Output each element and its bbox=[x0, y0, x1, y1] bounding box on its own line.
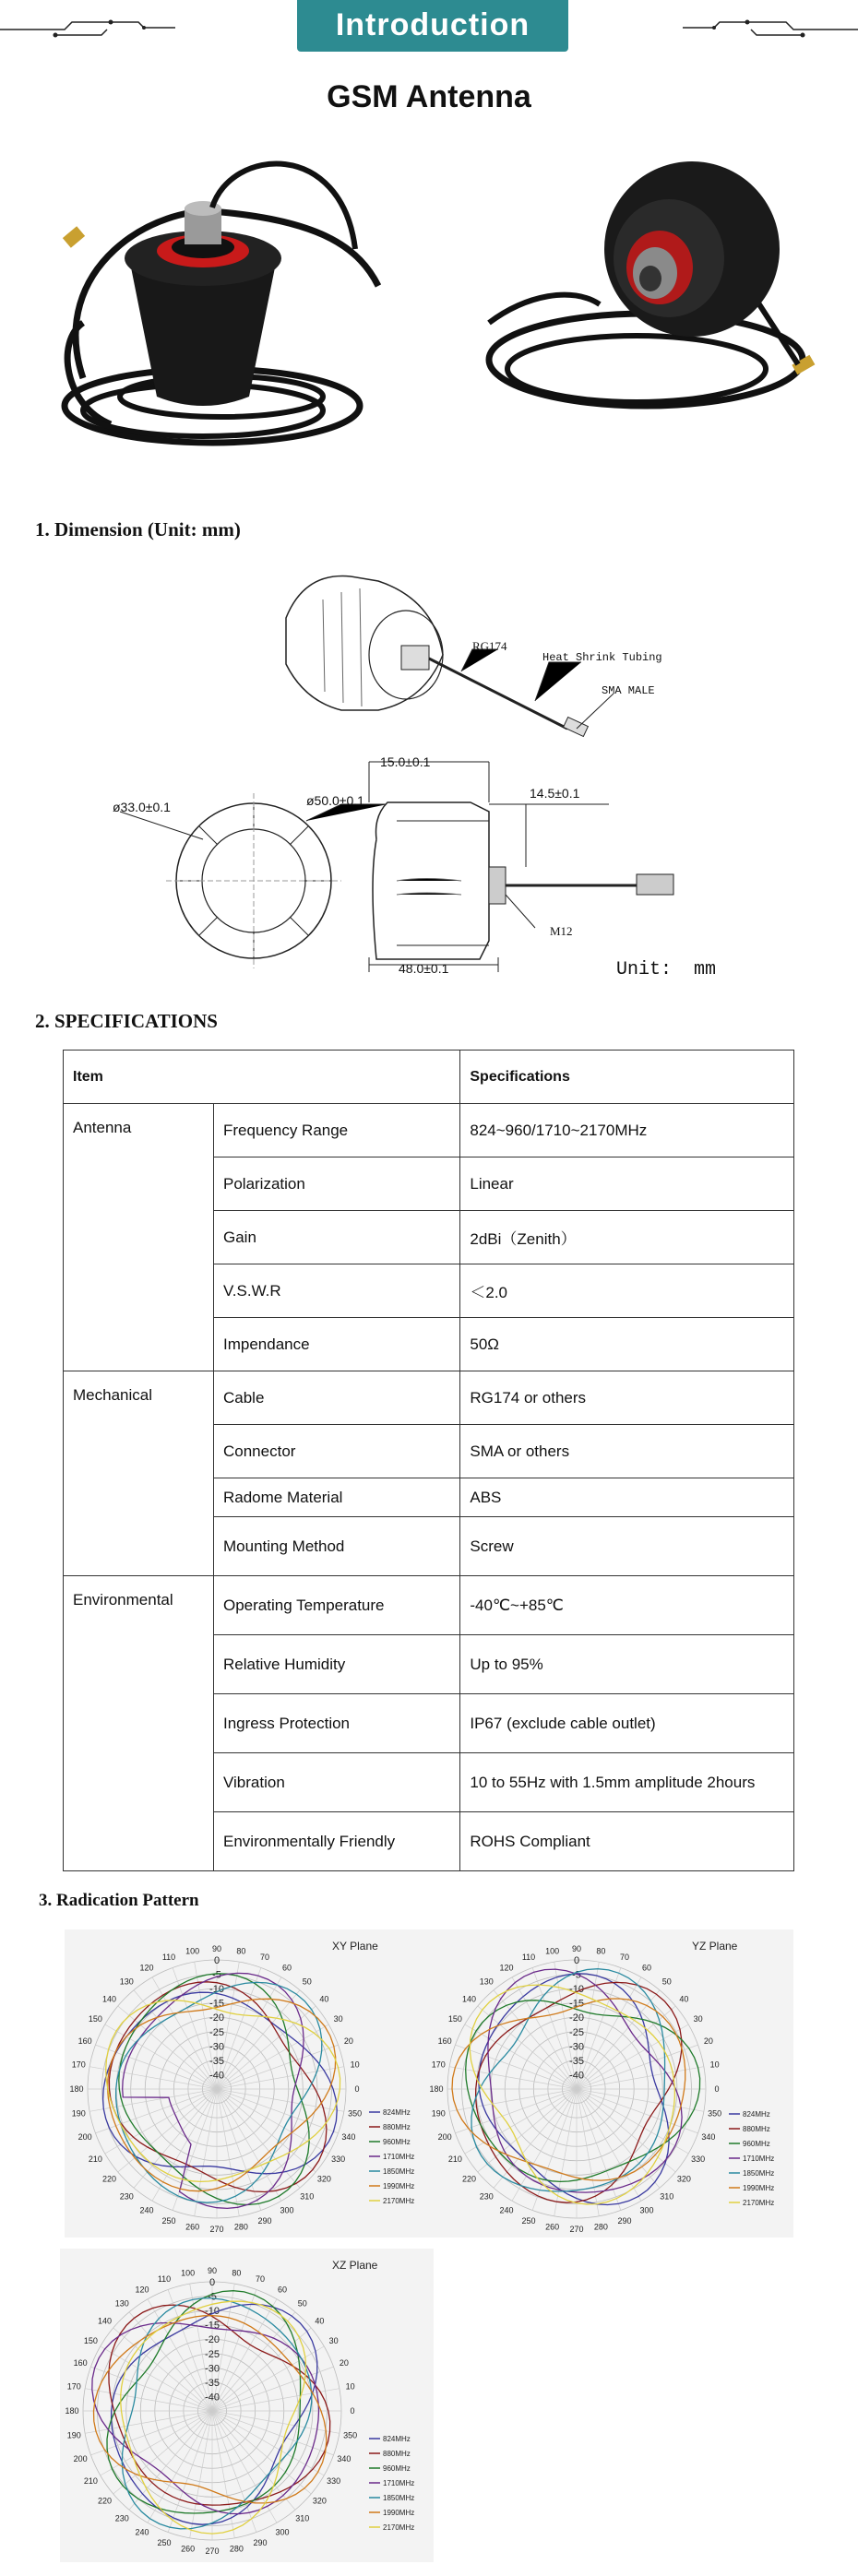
polar-plane-title: XY Plane bbox=[332, 1940, 378, 1953]
polar-angle-label: 20 bbox=[343, 2036, 353, 2047]
label-heat-shrink: Heat Shrink Tubing bbox=[542, 651, 662, 664]
polar-chart-yz bbox=[424, 1929, 793, 2238]
param-cell: Radome Material bbox=[214, 1478, 460, 1517]
dimension-drawing-views bbox=[92, 747, 757, 987]
polar-angle-label: 0 bbox=[350, 2406, 355, 2416]
polar-angle-label: 220 bbox=[102, 2174, 117, 2184]
value-cell: Up to 95% bbox=[460, 1635, 794, 1694]
polar-angle-label: 180 bbox=[69, 2084, 84, 2094]
polar-angle-label: 280 bbox=[593, 2222, 608, 2232]
section-specifications-heading: 2. SPECIFICATIONS bbox=[35, 1010, 218, 1032]
polar-angle-label: 280 bbox=[229, 2544, 244, 2554]
polar-angle-label: 300 bbox=[275, 2527, 290, 2537]
polar-ring-label: -10 bbox=[205, 2306, 220, 2318]
polar-angle-label: 10 bbox=[709, 2060, 720, 2070]
polar-angle-label: 140 bbox=[98, 2316, 113, 2326]
value-cell: Screw bbox=[460, 1517, 794, 1576]
polar-angle-label: 130 bbox=[479, 1977, 494, 1987]
polar-angle-label: 150 bbox=[88, 2014, 102, 2024]
circuit-decoration-right bbox=[683, 17, 858, 41]
legend-label: 1850MHz bbox=[743, 2169, 775, 2178]
param-cell: Connector bbox=[214, 1425, 460, 1478]
polar-angle-label: 170 bbox=[66, 2381, 81, 2392]
polar-angle-label: 190 bbox=[431, 2108, 446, 2119]
legend-label: 880MHz bbox=[383, 2450, 411, 2458]
polar-angle-label: 320 bbox=[676, 2174, 691, 2184]
legend-label: 2170MHz bbox=[383, 2197, 415, 2205]
polar-angle-label: 310 bbox=[295, 2513, 310, 2523]
polar-angle-label: 240 bbox=[499, 2205, 514, 2215]
polar-angle-label: 250 bbox=[157, 2537, 172, 2547]
param-cell: Relative Humidity bbox=[214, 1635, 460, 1694]
polar-ring-label: -25 bbox=[209, 2026, 224, 2038]
legend-label: 1990MHz bbox=[383, 2182, 415, 2190]
polar-ring-label: -25 bbox=[569, 2026, 584, 2038]
polar-angle-label: 30 bbox=[328, 2336, 339, 2345]
polar-ring-label: -20 bbox=[569, 2012, 584, 2024]
legend-label: 824MHz bbox=[383, 2108, 411, 2117]
polar-angle-label: 270 bbox=[569, 2225, 584, 2234]
header-specifications: Specifications bbox=[460, 1051, 794, 1104]
antenna-photo-front bbox=[46, 129, 387, 470]
polar-angle-label: 20 bbox=[703, 2036, 713, 2047]
table-row bbox=[64, 1576, 794, 1635]
table-row bbox=[64, 1371, 794, 1425]
param-cell: Environmentally Friendly bbox=[214, 1812, 460, 1871]
polar-angle-label: 20 bbox=[339, 2358, 349, 2368]
polar-angle-label: 130 bbox=[114, 2298, 129, 2309]
polar-angle-label: 280 bbox=[233, 2222, 248, 2232]
param-cell: Vibration bbox=[214, 1753, 460, 1812]
polar-angle-label: 90 bbox=[571, 1944, 582, 1953]
polar-angle-label: 190 bbox=[66, 2430, 81, 2440]
polar-angle-label: 100 bbox=[181, 2268, 196, 2278]
polar-angle-label: 90 bbox=[211, 1944, 222, 1953]
polar-angle-label: 160 bbox=[73, 2358, 88, 2368]
polar-ring-label: -40 bbox=[205, 2392, 220, 2404]
value-cell: ROHS Compliant bbox=[460, 1812, 794, 1871]
legend-label: 2170MHz bbox=[383, 2523, 415, 2532]
polar-ring-label: -15 bbox=[205, 2320, 220, 2332]
param-cell: Operating Temperature bbox=[214, 1576, 460, 1635]
polar-angle-label: 100 bbox=[185, 1946, 200, 1956]
group-environmental: Environmental bbox=[64, 1576, 214, 1871]
polar-angle-label: 350 bbox=[348, 2108, 363, 2119]
polar-angle-label: 0 bbox=[714, 2084, 720, 2094]
polar-angle-label: 160 bbox=[77, 2036, 92, 2047]
polar-angle-label: 70 bbox=[255, 2274, 265, 2285]
label-sma-male: SMA MALE bbox=[602, 684, 655, 697]
polar-angle-label: 200 bbox=[73, 2453, 88, 2463]
polar-angle-label: 60 bbox=[641, 1963, 652, 1973]
legend-label: 1990MHz bbox=[383, 2509, 415, 2517]
polar-ring-label: -40 bbox=[209, 2070, 224, 2082]
param-cell: V.S.W.R bbox=[214, 1264, 460, 1318]
value-cell: SMA or others bbox=[460, 1425, 794, 1478]
polar-angle-label: 50 bbox=[661, 1977, 672, 1987]
label-d15: 15.0±0.1 bbox=[380, 754, 431, 769]
polar-angle-label: 190 bbox=[71, 2108, 86, 2119]
label-rg174: RG174 bbox=[472, 639, 507, 653]
polar-ring-label: 0 bbox=[573, 1955, 580, 1966]
polar-angle-label: 300 bbox=[639, 2205, 654, 2215]
polar-angle-label: 40 bbox=[315, 2316, 325, 2326]
value-cell: 2dBi（Zenith） bbox=[460, 1211, 794, 1264]
polar-angle-label: 50 bbox=[297, 2298, 307, 2309]
polar-angle-label: 230 bbox=[114, 2513, 129, 2523]
pattern-trace-1990mhz bbox=[452, 1999, 685, 2180]
polar-angle-label: 320 bbox=[316, 2174, 331, 2184]
legend-label: 2170MHz bbox=[743, 2199, 775, 2207]
polar-angle-label: 60 bbox=[277, 2285, 288, 2295]
polar-angle-label: 10 bbox=[345, 2381, 355, 2392]
spec-table bbox=[63, 1050, 794, 1871]
polar-ring-label: -30 bbox=[209, 2041, 224, 2053]
param-cell: Cable bbox=[214, 1371, 460, 1425]
polar-angle-label: 210 bbox=[88, 2155, 102, 2164]
polar-angle-label: 180 bbox=[65, 2406, 79, 2416]
polar-ring-label: -30 bbox=[205, 2363, 220, 2375]
polar-angle-label: 310 bbox=[660, 2191, 674, 2202]
param-cell: Mounting Method bbox=[214, 1517, 460, 1576]
polar-angle-label: 80 bbox=[236, 1946, 246, 1956]
polar-angle-label: 30 bbox=[693, 2014, 703, 2024]
legend-label: 960MHz bbox=[383, 2464, 411, 2473]
polar-ring-label: -35 bbox=[205, 2377, 220, 2389]
polar-ring-label: -10 bbox=[569, 1984, 584, 1996]
polar-angle-label: 80 bbox=[232, 2268, 242, 2278]
polar-angle-label: 350 bbox=[343, 2430, 358, 2440]
polar-angle-label: 290 bbox=[257, 2215, 272, 2226]
value-cell: 824~960/1710~2170MHz bbox=[460, 1104, 794, 1157]
legend-label: 1710MHz bbox=[383, 2479, 415, 2487]
polar-ring-label: -10 bbox=[209, 1984, 224, 1996]
polar-angle-label: 220 bbox=[462, 2174, 477, 2184]
value-cell: 10 to 55Hz with 1.5mm amplitude 2hours bbox=[460, 1753, 794, 1812]
polar-ring-label: -20 bbox=[205, 2334, 220, 2346]
polar-angle-label: 130 bbox=[119, 1977, 134, 1987]
polar-ring-label: -5 bbox=[208, 2291, 217, 2303]
value-cell: RG174 or others bbox=[460, 1371, 794, 1425]
polar-ring-label: -5 bbox=[572, 1969, 581, 1981]
polar-angle-label: 80 bbox=[596, 1946, 606, 1956]
polar-angle-label: 330 bbox=[331, 2155, 346, 2164]
polar-angle-label: 70 bbox=[259, 1953, 269, 1963]
group-mechanical: Mechanical bbox=[64, 1371, 214, 1576]
polar-angle-label: 260 bbox=[545, 2222, 560, 2232]
polar-plane-title: YZ Plane bbox=[692, 1940, 738, 1953]
polar-angle-label: 290 bbox=[253, 2537, 268, 2547]
legend-label: 824MHz bbox=[743, 2110, 770, 2119]
polar-ring-label: 0 bbox=[209, 2277, 216, 2288]
polar-angle-label: 200 bbox=[437, 2131, 452, 2142]
polar-angle-label: 50 bbox=[302, 1977, 312, 1987]
legend-label: 824MHz bbox=[383, 2435, 411, 2443]
polar-angle-label: 300 bbox=[280, 2205, 294, 2215]
value-cell: 50Ω bbox=[460, 1318, 794, 1371]
polar-angle-label: 290 bbox=[617, 2215, 632, 2226]
label-d145: 14.5±0.1 bbox=[530, 786, 580, 801]
table-row bbox=[64, 1104, 794, 1157]
polar-angle-label: 250 bbox=[161, 2215, 176, 2226]
polar-ring-label: -5 bbox=[212, 1969, 221, 1981]
polar-angle-label: 0 bbox=[354, 2084, 360, 2094]
polar-angle-label: 160 bbox=[437, 2036, 452, 2047]
polar-angle-label: 40 bbox=[679, 1994, 689, 2004]
polar-angle-label: 150 bbox=[83, 2336, 98, 2345]
polar-angle-label: 180 bbox=[429, 2084, 444, 2094]
legend-label: 1710MHz bbox=[743, 2155, 775, 2163]
value-cell: -40℃~+85℃ bbox=[460, 1576, 794, 1635]
polar-ring-label: -15 bbox=[209, 1998, 224, 2010]
polar-angle-label: 110 bbox=[521, 1953, 536, 1963]
polar-angle-label: 240 bbox=[135, 2527, 149, 2537]
polar-angle-label: 310 bbox=[300, 2191, 315, 2202]
polar-ring-label: -30 bbox=[569, 2041, 584, 2053]
polar-angle-label: 350 bbox=[708, 2108, 722, 2119]
polar-angle-label: 110 bbox=[161, 1953, 176, 1963]
label-d48: 48.0±0.1 bbox=[399, 961, 449, 976]
legend-label: 880MHz bbox=[743, 2125, 770, 2133]
polar-angle-label: 220 bbox=[98, 2496, 113, 2506]
polar-angle-label: 340 bbox=[701, 2131, 716, 2142]
section-dimension-heading: 1. Dimension (Unit: mm) bbox=[35, 518, 241, 540]
legend-label: 1710MHz bbox=[383, 2153, 415, 2161]
polar-angle-label: 40 bbox=[319, 1994, 329, 2004]
polar-angle-label: 270 bbox=[209, 2225, 224, 2234]
value-cell: IP67 (exclude cable outlet) bbox=[460, 1694, 794, 1753]
polar-angle-label: 90 bbox=[207, 2266, 218, 2275]
legend-label: 960MHz bbox=[383, 2138, 411, 2146]
polar-angle-label: 170 bbox=[71, 2060, 86, 2070]
section-pattern-heading: 3. Radication Pattern bbox=[39, 1891, 199, 1910]
polar-angle-label: 100 bbox=[545, 1946, 560, 1956]
pattern-trace-1850mhz bbox=[471, 1969, 665, 2191]
polar-angle-label: 330 bbox=[691, 2155, 706, 2164]
value-cell: ABS bbox=[460, 1478, 794, 1517]
polar-angle-label: 240 bbox=[139, 2205, 154, 2215]
polar-angle-label: 200 bbox=[77, 2131, 92, 2142]
polar-angle-label: 270 bbox=[205, 2546, 220, 2556]
polar-ring-label: -35 bbox=[569, 2055, 584, 2067]
label-m12: M12 bbox=[550, 924, 573, 938]
polar-angle-label: 120 bbox=[139, 1963, 154, 1973]
polar-chart-xy bbox=[65, 1929, 434, 2238]
polar-angle-label: 120 bbox=[135, 2285, 149, 2295]
label-d50: ø50.0±0.1 bbox=[306, 793, 364, 808]
label-unit: Unit: mm bbox=[616, 959, 717, 980]
param-cell: Polarization bbox=[214, 1157, 460, 1211]
header-item: Item bbox=[64, 1051, 460, 1104]
polar-ring-label: -35 bbox=[209, 2055, 224, 2067]
param-cell: Impendance bbox=[214, 1318, 460, 1371]
polar-angle-label: 170 bbox=[431, 2060, 446, 2070]
value-cell: Linear bbox=[460, 1157, 794, 1211]
product-title: GSM Antenna bbox=[327, 79, 531, 114]
label-d33: ø33.0±0.1 bbox=[113, 800, 171, 814]
circuit-decoration-left bbox=[0, 17, 175, 41]
polar-angle-label: 140 bbox=[462, 1994, 477, 2004]
legend-label: 1990MHz bbox=[743, 2184, 775, 2192]
polar-ring-label: -15 bbox=[569, 1998, 584, 2010]
polar-angle-label: 70 bbox=[619, 1953, 629, 1963]
polar-angle-label: 140 bbox=[102, 1994, 117, 2004]
polar-angle-label: 250 bbox=[521, 2215, 536, 2226]
polar-angle-label: 210 bbox=[83, 2476, 98, 2486]
param-cell: Gain bbox=[214, 1211, 460, 1264]
legend-label: 960MHz bbox=[743, 2140, 770, 2148]
polar-ring-label: -40 bbox=[569, 2070, 584, 2082]
polar-angle-label: 210 bbox=[447, 2155, 462, 2164]
polar-chart-xz bbox=[60, 2249, 434, 2562]
legend-label: 880MHz bbox=[383, 2123, 411, 2131]
polar-ring-label: 0 bbox=[213, 1955, 220, 1966]
polar-angle-label: 320 bbox=[312, 2496, 327, 2506]
polar-angle-label: 150 bbox=[447, 2014, 462, 2024]
polar-ring-label: -20 bbox=[209, 2012, 224, 2024]
polar-plane-title: XZ Plane bbox=[332, 2259, 378, 2272]
polar-angle-label: 230 bbox=[119, 2191, 134, 2202]
polar-angle-label: 260 bbox=[185, 2222, 200, 2232]
antenna-photo-side bbox=[471, 148, 821, 461]
polar-angle-label: 30 bbox=[333, 2014, 343, 2024]
table-header-row bbox=[64, 1051, 794, 1104]
polar-angle-label: 340 bbox=[337, 2453, 352, 2463]
polar-angle-label: 340 bbox=[341, 2131, 356, 2142]
polar-angle-label: 260 bbox=[181, 2544, 196, 2554]
polar-angle-label: 230 bbox=[479, 2191, 494, 2202]
legend-label: 1850MHz bbox=[383, 2167, 415, 2176]
value-cell: ＜2.0 bbox=[460, 1264, 794, 1318]
legend-label: 1850MHz bbox=[383, 2494, 415, 2502]
polar-ring-label: -25 bbox=[205, 2348, 220, 2360]
polar-angle-label: 60 bbox=[281, 1963, 292, 1973]
polar-angle-label: 330 bbox=[327, 2476, 341, 2486]
polar-angle-label: 110 bbox=[157, 2274, 172, 2285]
polar-angle-label: 10 bbox=[350, 2060, 360, 2070]
param-cell: Ingress Protection bbox=[214, 1694, 460, 1753]
group-antenna: Antenna bbox=[64, 1104, 214, 1371]
param-cell: Frequency Range bbox=[214, 1104, 460, 1157]
polar-angle-label: 120 bbox=[499, 1963, 514, 1973]
introduction-banner: Introduction bbox=[297, 0, 568, 52]
